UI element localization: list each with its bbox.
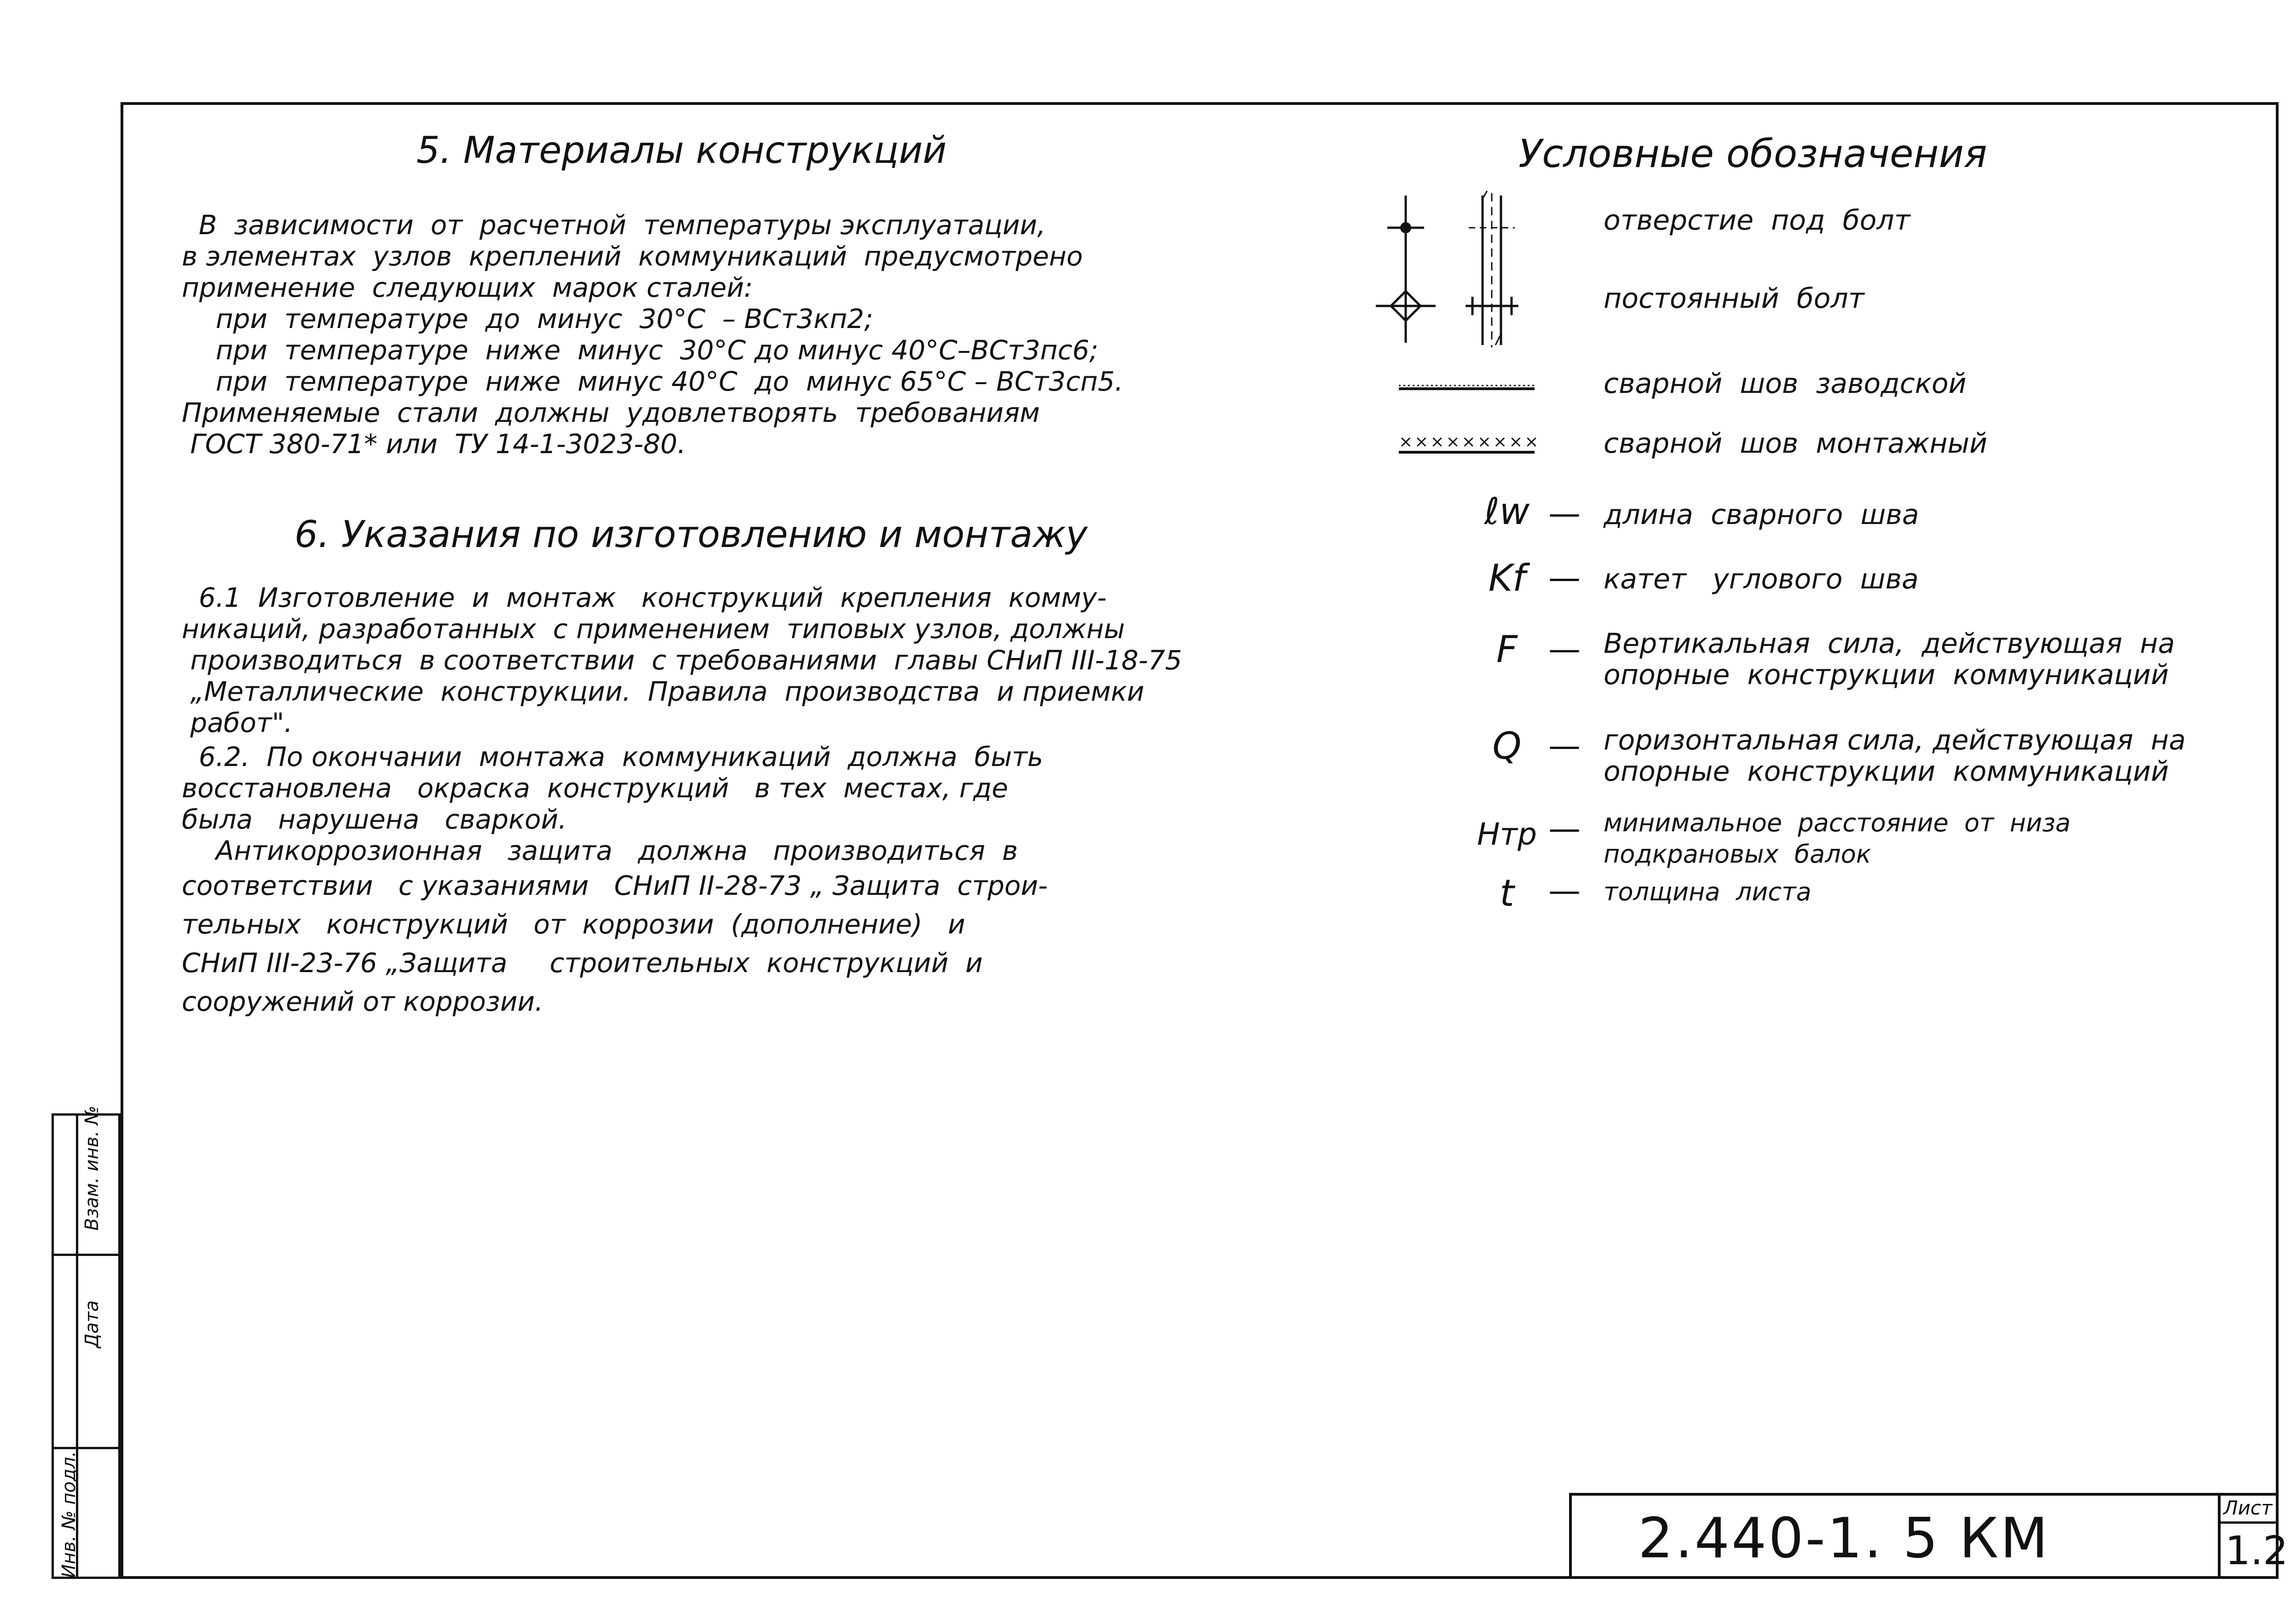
side-stamp (52, 1106, 121, 1579)
legend-bolt-hole-label: отверстие под болт (1604, 204, 1910, 236)
legend-field-weld-label: сварной шов монтажный (1604, 427, 1987, 460)
sheet-label: Лист (2223, 1497, 2273, 1519)
materials-text (182, 209, 1123, 460)
sheet-number: 1.2 (2225, 1528, 2288, 1574)
dash: — (1548, 727, 1581, 765)
text-line: применение следующих марок сталей: (182, 272, 753, 303)
text-line: Применяемые стали должны удовлетворять требованиям (182, 397, 1040, 428)
stamp-date-label: Дата (81, 1300, 103, 1348)
text-line: „Металлические конструкции. Правила производства и приемки (182, 676, 1144, 707)
dash: — (1548, 495, 1581, 532)
symbol-kf: Kf (1488, 557, 1526, 599)
symbol-htr: Hтр (1477, 817, 1537, 852)
dash: — (1548, 630, 1581, 668)
stamp-cell (54, 1106, 118, 1254)
text-line: Антикоррозионная защита должна производиться в (182, 835, 1018, 866)
text-line: при температуре ниже минус 30°С до минус 40°С–ВСт3пс6; (182, 334, 1098, 366)
dash: — (1548, 872, 1581, 910)
dash: — (1548, 810, 1581, 847)
legend-kf-label: катет углового шва (1604, 563, 1919, 595)
factory-weld-icon (1397, 377, 1539, 396)
symbol-lw: ℓw (1484, 490, 1530, 533)
symbol-f: F (1496, 628, 1518, 671)
text-line: 6.2. По окончании монтажа коммуникаций должна быть (182, 741, 1044, 772)
text-line: работ". (182, 707, 293, 738)
text-line: соответствии с указаниями СНиП II-28-73 „ Защита строи- (182, 870, 1048, 901)
dash: — (1548, 559, 1581, 597)
symbol-q: Q (1492, 725, 1522, 767)
text-line: никаций, разработанных с применением типовых узлов, должны (182, 613, 1125, 645)
legend-f-label: Вертикальная сила, действующая на опорные конструкции коммуникаций (1604, 628, 2175, 691)
legend-factory-weld-label: сварной шов заводской (1604, 368, 1967, 400)
text-line: в элементах узлов креплений коммуникаций предусмотрено (182, 241, 1083, 272)
instructions-text (182, 582, 1182, 1021)
bolt-symbols-icon (1362, 186, 1537, 352)
legend-q-label: горизонтальная сила, действующая на опорные конструкции коммуникаций (1604, 724, 2186, 788)
symbol-t: t (1500, 872, 1514, 915)
text-line: сооружений от коррозии. (182, 986, 543, 1017)
legend-heading: Условные обозначения (1518, 131, 1987, 176)
legend-permanent-bolt-label: постоянный болт (1604, 282, 1864, 315)
stamp-cell (54, 1254, 118, 1447)
text-line: 6.1 Изготовление и монтаж конструкций крепления комму- (182, 582, 1107, 613)
sheet-box (2218, 1493, 2288, 1579)
text-line: была нарушена сваркой. (182, 804, 567, 835)
text-line: В зависимости от расчетной температуры эксплуатации, (182, 209, 1046, 241)
text-line: тельных конструкций от коррозии (дополнение) и (182, 909, 965, 940)
stamp-replace-inv-label: Взам. инв. № (81, 1106, 103, 1231)
legend-htr-label: минимальное расстояние от низа подкрановых балок (1604, 808, 2071, 869)
stamp-orig-inv-label: Инв. № подл. (58, 1451, 80, 1578)
field-weld-icon (1397, 449, 1539, 458)
legend-lw-label: длина сварного шва (1604, 499, 1919, 531)
text-line: при температуре до минус 30°С – ВСт3кп2; (182, 303, 873, 334)
text-line: ГОСТ 380-71* или ТУ 14-1-3023-80. (182, 428, 686, 460)
sheet-divider (2221, 1521, 2279, 1524)
materials-heading: 5. Материалы конструкций (416, 129, 947, 172)
text-line: восстановлена окраска конструкций в тех местах, где (182, 772, 1008, 804)
instructions-heading: 6. Указания по изготовлению и монтажу (294, 513, 1088, 556)
stamp-divider (76, 1116, 78, 1577)
field-weld-marks: ××××××××× (1399, 432, 1541, 451)
text-line: производиться в соответствии с требованиями главы СНиП III-18-75 (182, 645, 1182, 676)
document-code: 2.440-1. 5 КМ (1638, 1507, 2050, 1571)
text-line: при температуре ниже минус 40°С до минус 65°С – ВСт3сп5. (182, 366, 1124, 397)
legend-t-label: толщина листа (1604, 877, 1812, 906)
text-line: СНиП III-23-76 „Защита строительных конструкций и (182, 947, 983, 979)
stamp-cell (54, 1447, 118, 1581)
